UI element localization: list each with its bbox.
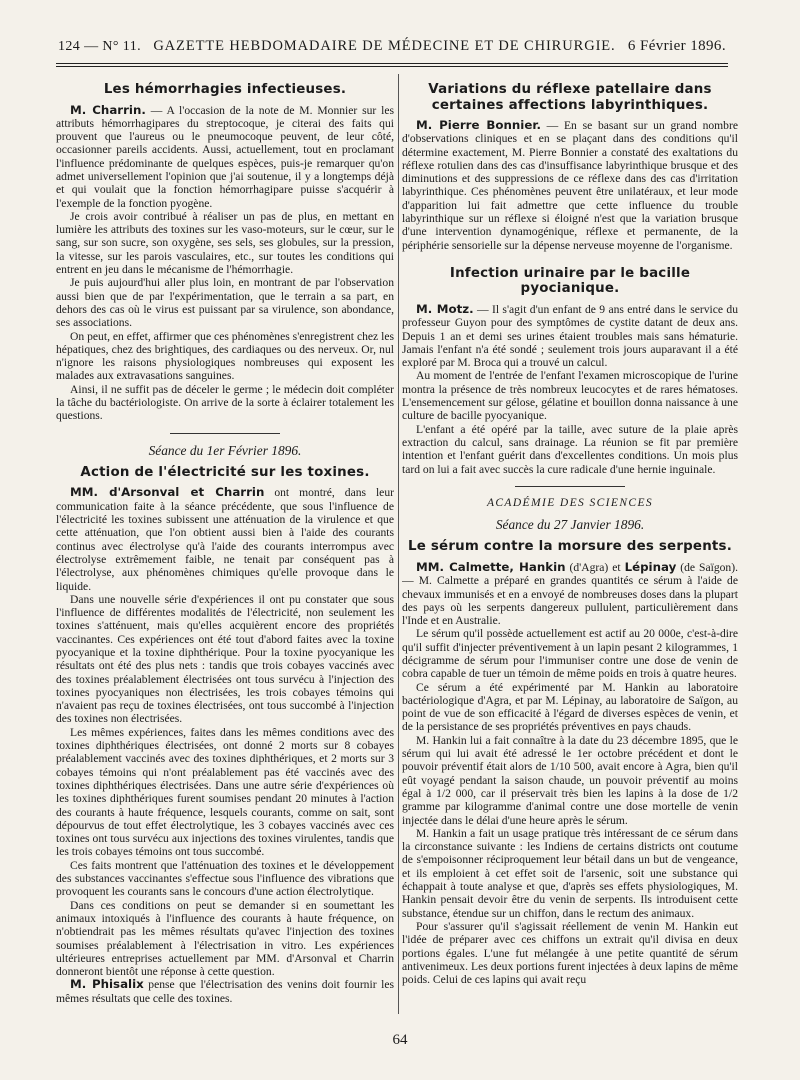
column-divider xyxy=(398,74,399,1014)
paragraph-text: — En se basant sur un grand nombre d'observations cliniques et en se plaçant dans des conditions qu'il détermine exactement, M. Pierre Bonnier a constaté des exaltations du réflexe rotulien dans des cas d'insuffisance labyrinthique brusque et des diminutions et des suppressions de ce réflexe dans des cas d'irritation labyrinthique. Ces phénomènes peuvent être unilatéraux, et leur mode d'apparition lui fait admettre que cette influence du trouble labyrinthique sur un réflexe si éloigné n'est que la variation brusque d'une intervention dynamogénique, réflexe et permanente, de la périphérie sensorielle sur la dépense nerveuse moyenne de l'organisme. xyxy=(402,119,738,252)
author-bonnier: M. Pierre Bonnier. xyxy=(416,118,541,132)
author-motz: M. Motz. xyxy=(416,301,474,316)
paragraph xyxy=(402,561,738,627)
header-rule xyxy=(56,63,728,64)
paragraph xyxy=(402,119,738,252)
paragraph-text: — A l'occasion de la note de M. Monnier sur les attributs hémorrhagipares du streptocoque, je citerai des faits qui prouvent que l'aureus ou le pneumocoque peuvent, de leur côté, occasionner pareils accidents. Aussi, actuellement, tout en proclamant l'influence prédominante de quelques espèces, puis-je remarquer qu'on admet universellement l'opinion que j'ai soutenue, il y a longtemps déjà et qui voulait que la fonction hémorrhagipare puisse s'acquérir à l'exemple de la fonction pyogène. xyxy=(56,103,394,210)
session-date: Séance du 1er Février 1896. xyxy=(148,442,302,458)
paragraph: Au moment de l'entrée de l'enfant l'examen microscopique de l'urine montra la présence de très nombreux leucocytes et de rares hématoses. L'ensemencement sur gélose, gélatine et bouillon donna naissance à une culture de bacille pyocyanique. xyxy=(402,369,738,423)
paragraph: Je crois avoir contribué à réaliser un pas de plus, en mettant en lumière les attributs des toxines sur les vaso-moteurs, sur le cœur, sur le sang, sur son sucre, son oxygène, ses sels, ses globules, sur la pression, la vitesse, sur les parois vasculaires, etc., sur toutes les conditions qui entrent en jeu dans le mécanisme de l'hémorrhagie. xyxy=(56,209,394,277)
section-title-serum: Le sérum contre la morsure des serpents. xyxy=(407,539,732,555)
page-folio: 64 xyxy=(392,1032,408,1048)
section-title-electricite: Action de l'électricité sur les toxines. xyxy=(80,464,370,480)
paragraph: Je puis aujourd'hui aller plus loin, en montrant de par l'observation aussi bien que de par l'expérimentation, que le terrain a sa part, en dehors des cas où le virus est puissant par sa virulence, son abondance, ses associations. xyxy=(56,276,394,330)
left-column xyxy=(56,74,394,1018)
paragraph xyxy=(56,104,394,210)
paragraph: L'enfant a été opéré par la taille, avec suture de la plaie après extraction du calcul, sans drainage. La réunion se fit par première intention et l'enfant guérit dans d'excellentes conditions. Un mois plus tard on lui a fait avec succès la cure radicale d'une hernie inguinale. xyxy=(402,422,738,476)
paragraph-text: ont montré, dans leur communication faite à la séance précédente, que sous l'influence de l'électricité les toxines subissent une atténuation de la virulence et que cette atténuation, que l'on obtient aussi bien à l'aide des courants continus avec électrolyse qu'à l'aide des courants interrompus avec électrolyse extrêmement faible, ne tenait par conséquent pas à l'électrolyse, aux phénomènes chimiques qu'elle provoque dans le liquide. xyxy=(56,486,394,593)
paragraph: Les mêmes expériences, faites dans les mêmes conditions avec des toxines diphthériques électrisées, ont donné 2 morts sur 8 cobayes préalablement vaccinés avec des toxines diphthériques, et 2 morts sur 3 cobayes témoins qui n'ont préalablement pas été vaccinés avec des toxines diphthériques électrisées. Dans une autre série d'expériences où les toxines diphthériques furent soumises pendant 20 minutes à l'action des courants à haute fréquence, lesquels courants, comme on sait, sont dépourvus de tout effet électrolytique, les 3 cobayes vaccinés avec ces toxines ont tous survécu aux injections des toxines virulentes, tandis que les trois cobayes témoins ont tous succombé. xyxy=(56,725,394,859)
paragraph xyxy=(402,303,738,369)
section-divider xyxy=(170,433,280,434)
author-darsonval-charrin: MM. d'Arsonval et Charrin xyxy=(70,485,265,500)
session-date: Séance du 27 Janvier 1896. xyxy=(495,517,645,533)
paragraph: Ainsi, il ne suffit pas de déceler le germe ; le médecin doit compléter la tâche du bactériologiste. On arrive de la sorte à éclairer totalement les questions. xyxy=(56,382,394,423)
paragraph: M. Hankin lui a fait connaître à la date du 23 décembre 1895, que le sérum qui lui avait été adressé le 1er octobre précédent et dont le pouvoir préventif était alors de 1/10 500, avait encore à Agra, bien qu'il eût voyagé pendant la saison chaude, un pouvoir préventif au moins égal à 1/2 000, car il préservait très bien les lapins à la dose de 1/2 gramme par kilogramme d'animal contre une dose mortelle de venin injectée dans le délai d'une heure après le sérum. xyxy=(402,733,738,827)
paragraph: On peut, en effet, affirmer que ces phénomènes s'enregistrent chez les hépatiques, chez des brightiques, des cardiaques ou des nerveux. Or, nul n'ignore les raisons physiologiques nombreuses qui exposent les malades aux extravasations sanguines. xyxy=(56,329,394,383)
author-charrin: M. Charrin. xyxy=(70,102,146,117)
paragraph xyxy=(56,978,394,1005)
paragraph: Pour s'assurer qu'il s'agissait réellement de venin M. Hankin eut l'idée de préparer avec ces chiffons un extrait qu'il divisa en deux portions égales. L'une fut mélangée à une petite quantité de sérum antivenimeux. Les deux portions furent injectées à deux lapins de même poids. Celui de ces lapins qui avait reçu xyxy=(402,919,738,987)
author-calmette-hankin: MM. Calmette, Hankin xyxy=(416,559,566,574)
right-column xyxy=(402,74,738,1018)
paragraph-text: pense que l'électrisation des venins doit fournir les mêmes résultats que celle des toxines. xyxy=(56,978,394,1005)
header-page-number: 124 — N° 11. xyxy=(58,39,141,54)
section-divider xyxy=(515,486,625,487)
paragraph: Dans ces conditions on peut se demander si en soumettant les animaux intoxiqués à l'influence des courants à haute fréquence, on n'obtiendrait pas les mêmes résultats qu'avec l'injection des toxines soumises préalablement à l'électrisation in vitro. Les expériences ultérieures entreprises actuellement par MM. d'Arsonval et Charrin donneront bientôt une réponse à cette question. xyxy=(56,898,394,979)
paragraph: Ces faits montrent que l'atténuation des toxines et le développement des substances vaccinantes s'effectue sous l'influence des vibrations que provoquent les courants sans le concours d'une action électrolytique. xyxy=(56,858,394,899)
paragraph: Ce sérum a été expérimenté par M. Hankin au laboratoire bactériologique d'Agra, et par M. Lépinay, au laboratoire de Saïgon, au point de vue de son efficacité à l'égard de diverses espèces de venin, et de la persistance de ses propriétés préventives en pays chauds. xyxy=(402,680,738,734)
header-rule-double xyxy=(56,66,728,67)
author-lepinay: Lépinay xyxy=(624,559,677,574)
header-date: 6 Février 1896. xyxy=(627,38,726,54)
section-title-reflexe: Variations du réflexe patellaire dans certaines affections labyrinthiques. xyxy=(428,82,712,113)
paragraph-text: (d'Agra) et xyxy=(569,560,621,574)
section-title-hemorrhagies: Les hémorrhagies infectieuses. xyxy=(103,82,347,97)
paragraph-text: — Il s'agit d'un enfant de 9 ans entré dans le service du professeur Guyon pour des symptômes de cystite datant de deux ans. Depuis 1 an et demi ses urines étaient troubles mais sans hématurie. Jamais l'enfant n'a été sondé ; seulement trois jours auparavant il a été exploré par M. Broca qui a trouvé un calcul. xyxy=(402,302,738,370)
paragraph: Dans une nouvelle série d'expériences il ont pu constater que sous l'influence de différentes modalités de l'électricité, non seulement les toxines s'atténuent, mais qu'elles acquièrent encore des propriétés vaccinantes. Ces expériences ont été tout d'abord faites avec la toxine pyocyanique et la toxine diphthérique. Pour la toxine pyocyanique les résultats ont été des plus nets : tandis que trois cobayes vaccinés avec des toxines préalablement électrisées ont tous survécu à l'injection des toxines pyocyaniques non électrisées, les trois cobayes témoins qui n'avaient pas reçu de toxines électrisées, ont tous succombé à l'injection des toxines non électrisées. xyxy=(56,592,394,726)
section-title-infection: Infection urinaire par le bacille pyocianique. xyxy=(449,265,691,297)
journal-title: GAZETTE HEBDOMADAIRE DE MÉDECINE ET DE CHIRURGIE. xyxy=(153,38,616,54)
paragraph: Le sérum qu'il possède actuellement est actif au 20 000e, c'est-à-dire qu'il suffit d'injecter préventivement à un lapin pesant 2 kilogrammes, 1 décigramme de sérum pour l'immuniser contre une dose de venin de cobra capable de tuer un témoin de même poids en trois à quatre heures. xyxy=(402,627,738,681)
author-phisalix: M. Phisalix xyxy=(70,977,144,992)
paragraph: M. Hankin a fait un usage pratique très intéressant de ce sérum dans la circonstance suivante : les Indiens de certains districts ont coutume de s'empoisonner réciproquement leur bétail dans un but de vengeance, et ils emploient à cet effet soit de l'arsenic, soit une substance qui échappait à toute analyse et que, d'après ses effets physiologiques, M. Hankin pensait devoir être du venin de serpents. Ils introduisent cette substance, étendue sur un chiffon, dans le rectum des animaux. xyxy=(402,826,738,920)
academy-heading: ACADÉMIE DES SCIENCES xyxy=(486,496,654,509)
paragraph-text: (de Saïgon). — M. Calmette a préparé en grandes quantités ce sérum à l'aide de chevaux immunisés et en a envoyé de nombreuses doses dans la plupart des pays où les serpents dangereux pullulent, particulièrement dans l'Inde et en Australie. xyxy=(402,560,738,628)
paragraph xyxy=(56,486,394,592)
running-head xyxy=(58,38,726,60)
